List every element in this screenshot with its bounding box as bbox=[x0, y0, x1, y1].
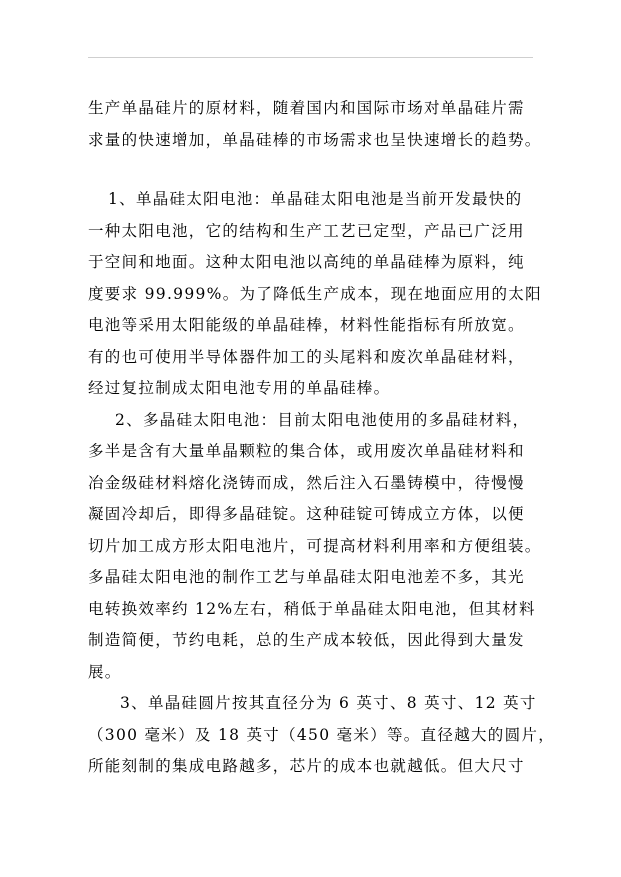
text-line: 多半是含有大量单晶颗粒的集合体，或用废次单晶硅材料和 bbox=[88, 442, 525, 460]
paragraph-wafer-sizes bbox=[88, 688, 558, 783]
paragraph-polycrystalline-cell bbox=[88, 405, 558, 689]
text-line: 3、单晶硅圆片按其直径分为 6 英寸、8 英寸、12 英寸 bbox=[120, 694, 537, 712]
text-line: 所能刻制的集成电路越多，芯片的成本也就越低。但大尺寸 bbox=[88, 757, 525, 775]
header-rule bbox=[88, 57, 533, 58]
text-line: 多晶硅太阳电池的制作工艺与单晶硅太阳电池差不多，其光 bbox=[88, 568, 525, 586]
paragraph-monocrystalline-cell bbox=[88, 184, 558, 405]
text-line: 电池等采用太阳能级的单晶硅棒，材料性能指标有所放宽。 bbox=[88, 316, 525, 334]
text-line: 1、单晶硅太阳电池：单晶硅太阳电池是当前开发最快的 bbox=[108, 190, 523, 208]
paragraph-intro bbox=[88, 92, 558, 156]
text-line: 有的也可使用半导体器件加工的头尾料和废次单晶硅材料， bbox=[88, 347, 525, 366]
document-body bbox=[88, 92, 558, 783]
text-line: （300 毫米）及 18 英寸（450 毫米）等。直径越大的圆片， bbox=[88, 725, 556, 744]
text-line: 凝固冷却后，即得多晶硅锭。这种硅锭可铸成立方体，以便 bbox=[88, 505, 525, 523]
text-line: 冶金级硅材料熔化浇铸而成，然后注入石墨铸模中，待慢慢 bbox=[88, 473, 525, 492]
text-line: 电转换效率约 12%左右，稍低于单晶硅太阳电池，但其材料 bbox=[88, 599, 536, 618]
text-line: 于空间和地面。这种太阳电池以高纯的单晶硅棒为原料，纯 bbox=[88, 253, 525, 271]
text-line: 制造简便，节约电耗，总的生产成本较低，因此得到大量发 bbox=[88, 631, 525, 649]
text-line: 2、多晶硅太阳电池：目前太阳电池使用的多晶硅材料， bbox=[115, 410, 530, 429]
text-line: 展。 bbox=[88, 662, 122, 681]
text-line: 经过复拉制成太阳电池专用的单晶硅棒。 bbox=[88, 379, 391, 397]
text-line: 度要求 99.999%。为了降低生产成本，现在地面应用的太阳 bbox=[88, 284, 542, 303]
text-line: 一种太阳电池，它的结构和生产工艺已定型，产品已广泛用 bbox=[88, 221, 525, 240]
text-line: 求量的快速增加，单晶硅棒的市场需求也呈快速增长的趋势。 bbox=[88, 131, 542, 149]
text-line: 生产单晶硅片的原材料，随着国内和国际市场对单晶硅片需 bbox=[88, 99, 525, 117]
text-line: 切片加工成方形太阳电池片，可提高材料利用率和方便组装。 bbox=[88, 536, 542, 555]
